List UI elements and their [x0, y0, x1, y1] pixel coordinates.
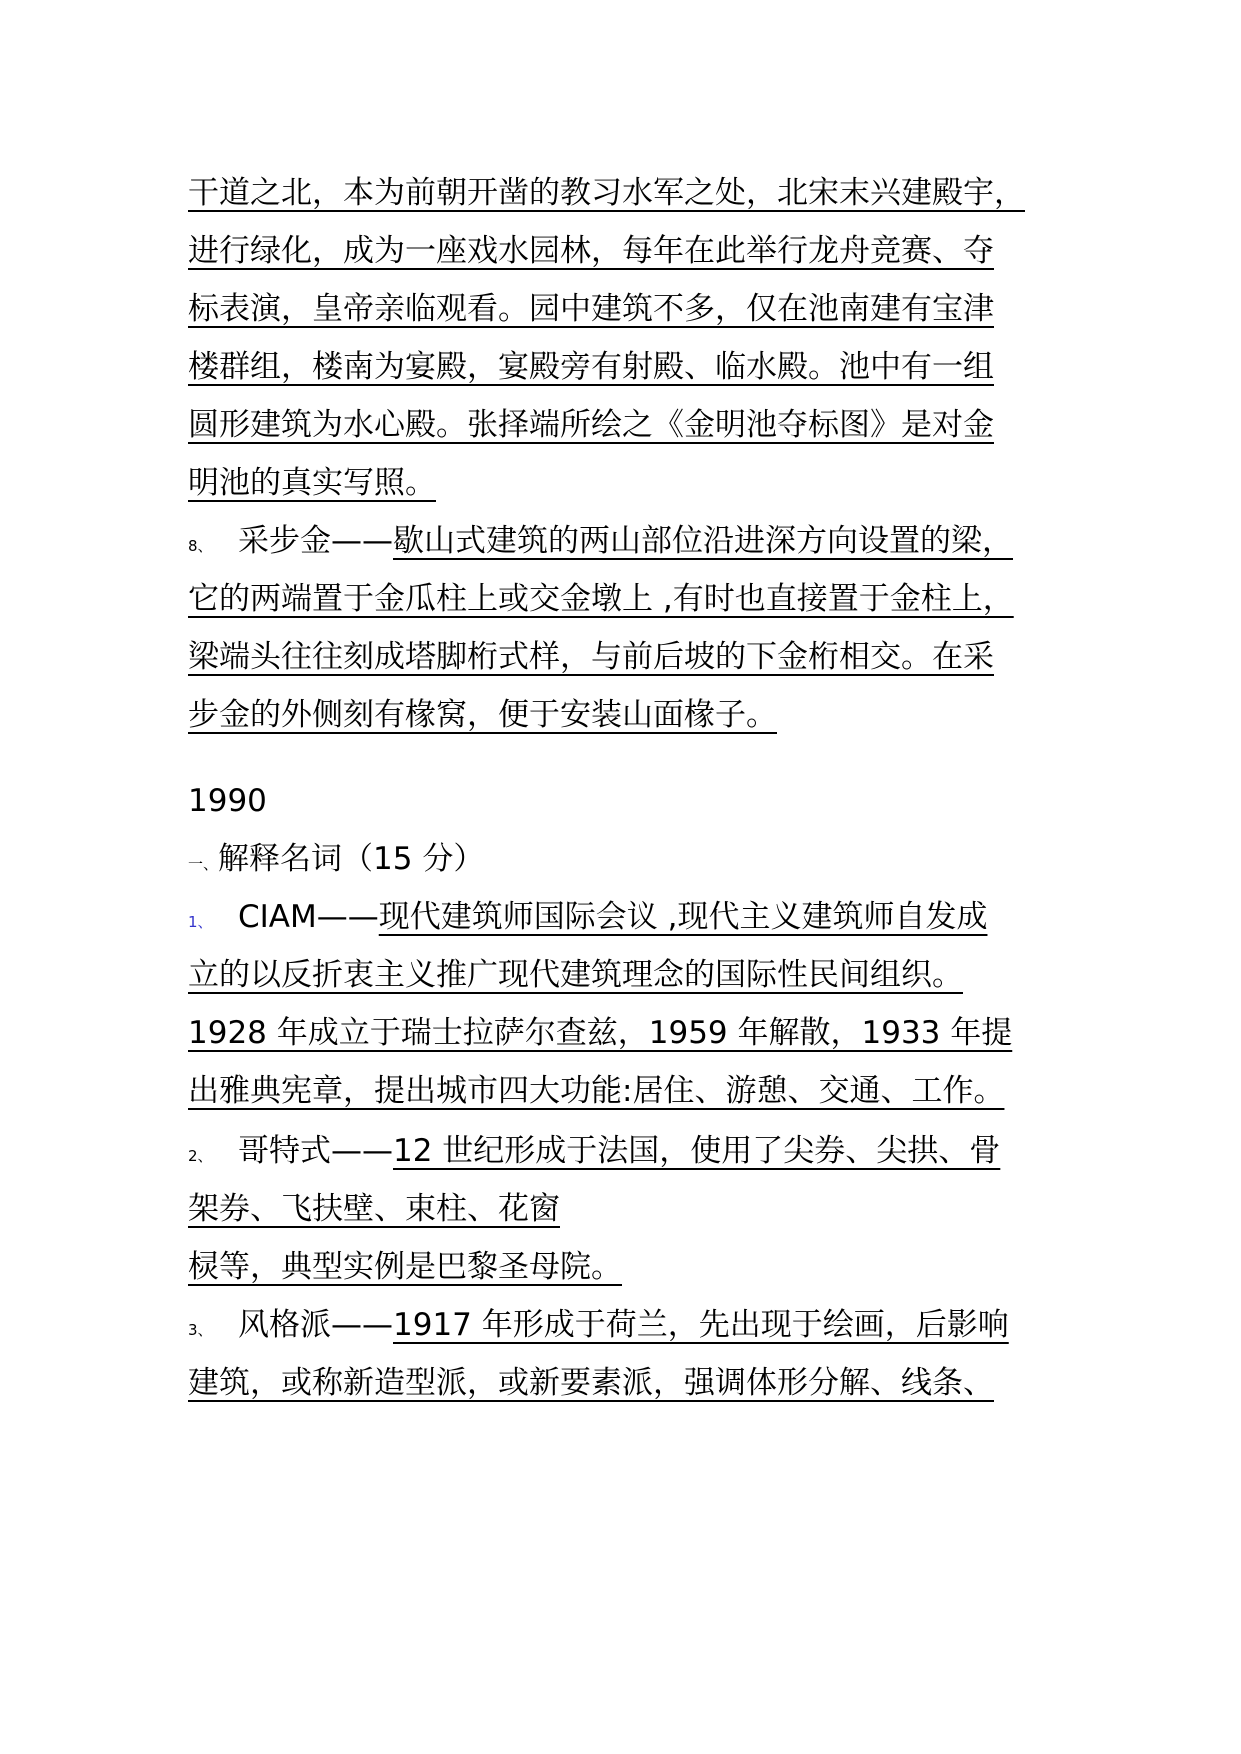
text-line — [188, 579, 1068, 619]
text-span: 它的两端置于金瓜柱上或交金墩上 ,有时也直接置于金柱上， — [188, 581, 1014, 617]
text-span: 明池的真实写照。 — [188, 465, 436, 501]
text-span: 进行绿化，成为一座戏水园林，每年在此举行龙舟竞赛、夺 — [188, 233, 994, 269]
text-line — [188, 463, 1068, 503]
text-line — [188, 1071, 1068, 1111]
text-line — [188, 955, 1068, 995]
item-definition: 现代建筑师国际会议 ,现代主义建筑师自发成 — [378, 899, 988, 935]
text-line — [188, 289, 1068, 329]
item-term: 哥特式—— — [238, 1133, 393, 1169]
text-span: 立的以反折衷主义推广现代建筑理念的国际性民间组织。 — [188, 957, 963, 993]
text-span: 梁端头往往刻成塔脚桁式样，与前后坡的下金桁相交。在采 — [188, 639, 994, 675]
text-line — [188, 1363, 1068, 1403]
text-line — [188, 1189, 1068, 1229]
list-item — [188, 1131, 1068, 1171]
text-line — [188, 695, 1068, 735]
item-number: 1、 — [188, 913, 213, 931]
year-heading — [188, 781, 1068, 821]
list-item — [188, 521, 1068, 561]
text-span: 出雅典宪章，提出城市四大功能:居住、游憩、交通、工作。 — [188, 1073, 1005, 1109]
section-title: 解释名词（15 分） — [218, 841, 485, 877]
item-definition: 1917 年形成于荷兰，先出现于绘画，后影响 — [393, 1307, 1009, 1343]
text-line — [188, 231, 1068, 271]
text-span: 干道之北，本为前朝开凿的教习水军之处，北宋末兴建殿宇， — [188, 175, 1025, 211]
text-line — [188, 347, 1068, 387]
text-span: 标表演，皇帝亲临观看。园中建筑不多，仅在池南建有宝津 — [188, 291, 994, 327]
text-line — [188, 173, 1068, 213]
text-line — [188, 1247, 1068, 1287]
text-span: 圆形建筑为水心殿。张择端所绘之《金明池夺标图》是对金 — [188, 407, 994, 443]
text-span: 架券、飞扶壁、束柱、花窗 — [188, 1191, 560, 1227]
section-heading — [188, 839, 1068, 879]
section-number: 一、 — [188, 855, 219, 873]
item-number: 8、 — [188, 537, 213, 555]
item-definition: 12 世纪形成于法国，使用了尖券、尖拱、骨 — [393, 1133, 1001, 1169]
list-item — [188, 1305, 1068, 1345]
item-term: 采步金—— — [238, 523, 393, 559]
year-text: 1990 — [188, 783, 267, 819]
item-term: CIAM—— — [238, 899, 379, 935]
text-line — [188, 405, 1068, 445]
text-span: 步金的外侧刻有椽窝，便于安装山面椽子。 — [188, 697, 777, 733]
text-span: 棂等，典型实例是巴黎圣母院。 — [188, 1249, 622, 1285]
item-term: 风格派—— — [238, 1307, 393, 1343]
item-definition: 歇山式建筑的两山部位沿进深方向设置的梁， — [393, 523, 1013, 559]
text-line — [188, 1013, 1068, 1053]
text-span: 建筑，或称新造型派，或新要素派，强调体形分解、线条、 — [188, 1365, 994, 1401]
text-span: 1928 年成立于瑞士拉萨尔查兹，1959 年解散，1933 年提 — [188, 1015, 1013, 1051]
text-span: 楼群组，楼南为宴殿，宴殿旁有射殿、临水殿。池中有一组 — [188, 349, 994, 385]
item-number: 2、 — [188, 1147, 213, 1165]
item-number: 3、 — [188, 1321, 213, 1339]
list-item — [188, 897, 1068, 937]
text-line — [188, 637, 1068, 677]
